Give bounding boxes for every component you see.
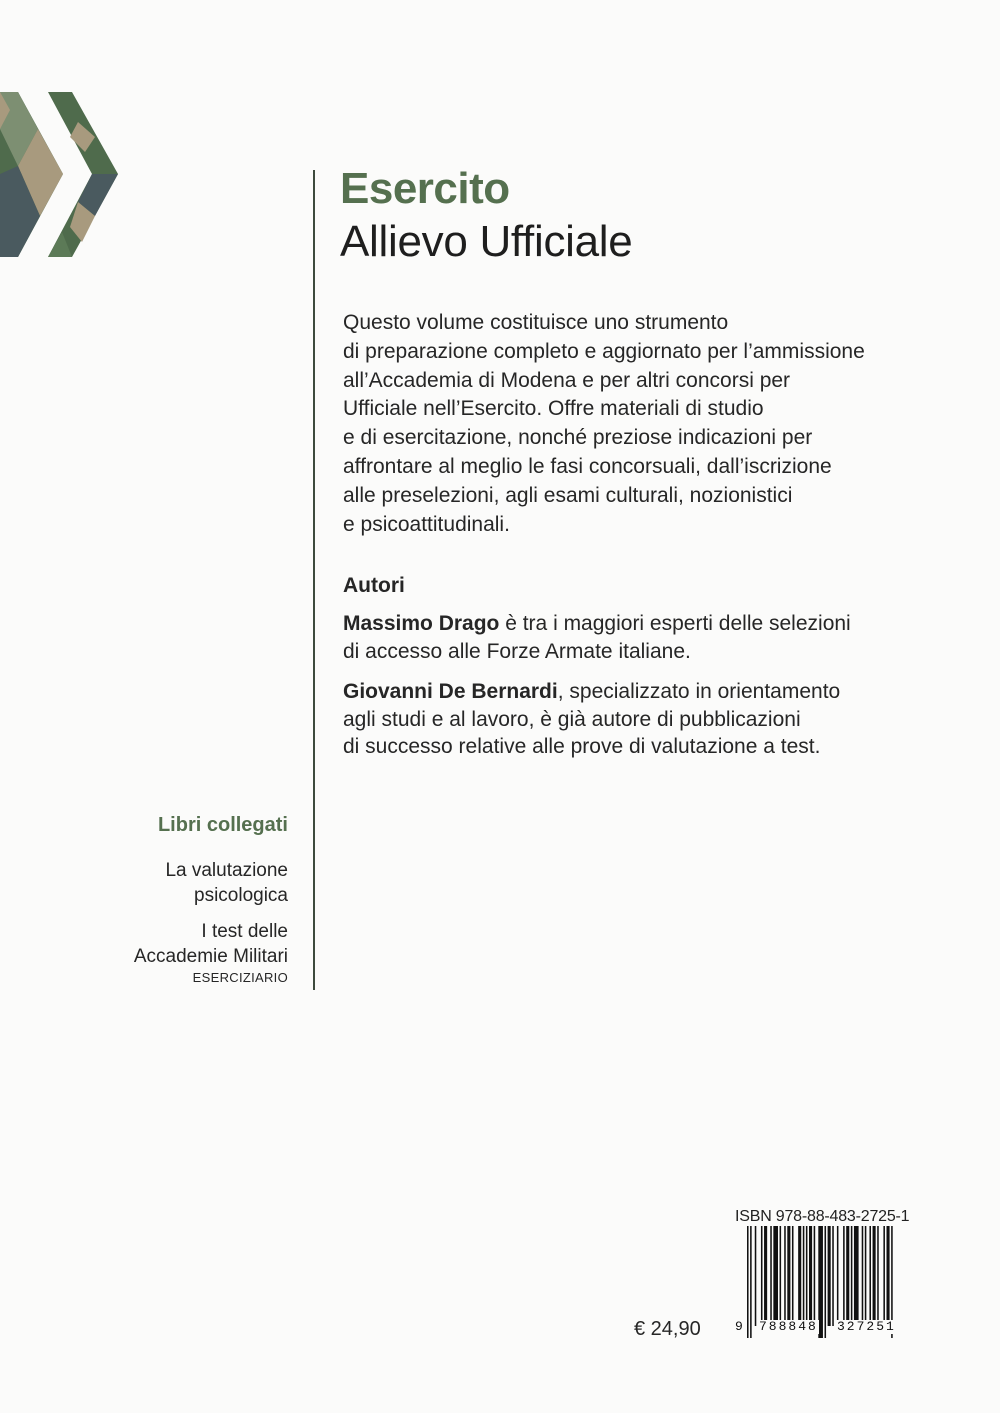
authors-heading: Autori: [343, 574, 405, 597]
book-title: Allievo Ufficiale: [340, 217, 633, 266]
author-bio-text: è tra i maggiori esperti delle selezioni: [499, 612, 851, 635]
description-line: e di esercitazione, nonché preziose indicazioni per: [343, 426, 813, 450]
title-block: [340, 163, 632, 269]
description-line: Ufficiale nell’Esercito. Offre materiali di studio: [343, 397, 764, 421]
author-bio-text: agli studi e al lavoro, è già autore di pubblicazioni: [343, 707, 801, 731]
isbn-label: ISBN 978-88-483-2725-1: [735, 1208, 910, 1225]
author-bio: [343, 678, 963, 761]
series-title: Esercito: [340, 164, 510, 213]
barcode-digits-right: 327251: [837, 1319, 896, 1334]
description-line: alle preselezioni, agli esami culturali, nozionistici: [343, 483, 793, 507]
related-book: [28, 858, 288, 908]
description-line: Questo volume costituisce uno strumento: [343, 311, 729, 334]
price: € 24,90: [634, 1318, 701, 1340]
related-books-heading: Libri collegati: [157, 814, 288, 836]
description-line: e psicoattitudinali.: [343, 512, 510, 536]
publisher-chevron-logo-icon: [0, 92, 125, 257]
author-bio-text: di accesso alle Forze Armate italiane.: [343, 639, 691, 663]
vertical-divider: [313, 170, 315, 990]
related-book-title-line: Accademie Militari: [133, 946, 288, 967]
related-book-title-line: La valutazione: [165, 860, 288, 881]
author-bio-text: di successo relative alle prove di valutazione a test.: [343, 735, 821, 758]
description: [343, 309, 943, 539]
description-line: all’Accademia di Modena e per altri concorsi per: [343, 368, 791, 392]
related-book-title-line: psicologica: [194, 885, 288, 906]
barcode-digits-left: 788848: [759, 1319, 818, 1334]
description-line: affrontare al meglio le fasi concorsuali, dall’iscrizione: [343, 454, 832, 478]
related-book-title-line: I test delle: [201, 921, 288, 942]
related-book: [28, 919, 288, 969]
barcode-digit-first: 9: [735, 1319, 743, 1334]
related-books: [28, 812, 288, 986]
description-line: di preparazione completo e aggiornato per l’ammissione: [343, 339, 865, 363]
author-bio: [343, 610, 963, 665]
related-book-tag: ESERCIZIARIO: [192, 970, 288, 985]
author-name: Massimo Drago: [343, 612, 500, 635]
author-bio-text: , specializzato in orientamento: [557, 680, 841, 703]
author-name: Giovanni De Bernardi: [343, 680, 558, 703]
